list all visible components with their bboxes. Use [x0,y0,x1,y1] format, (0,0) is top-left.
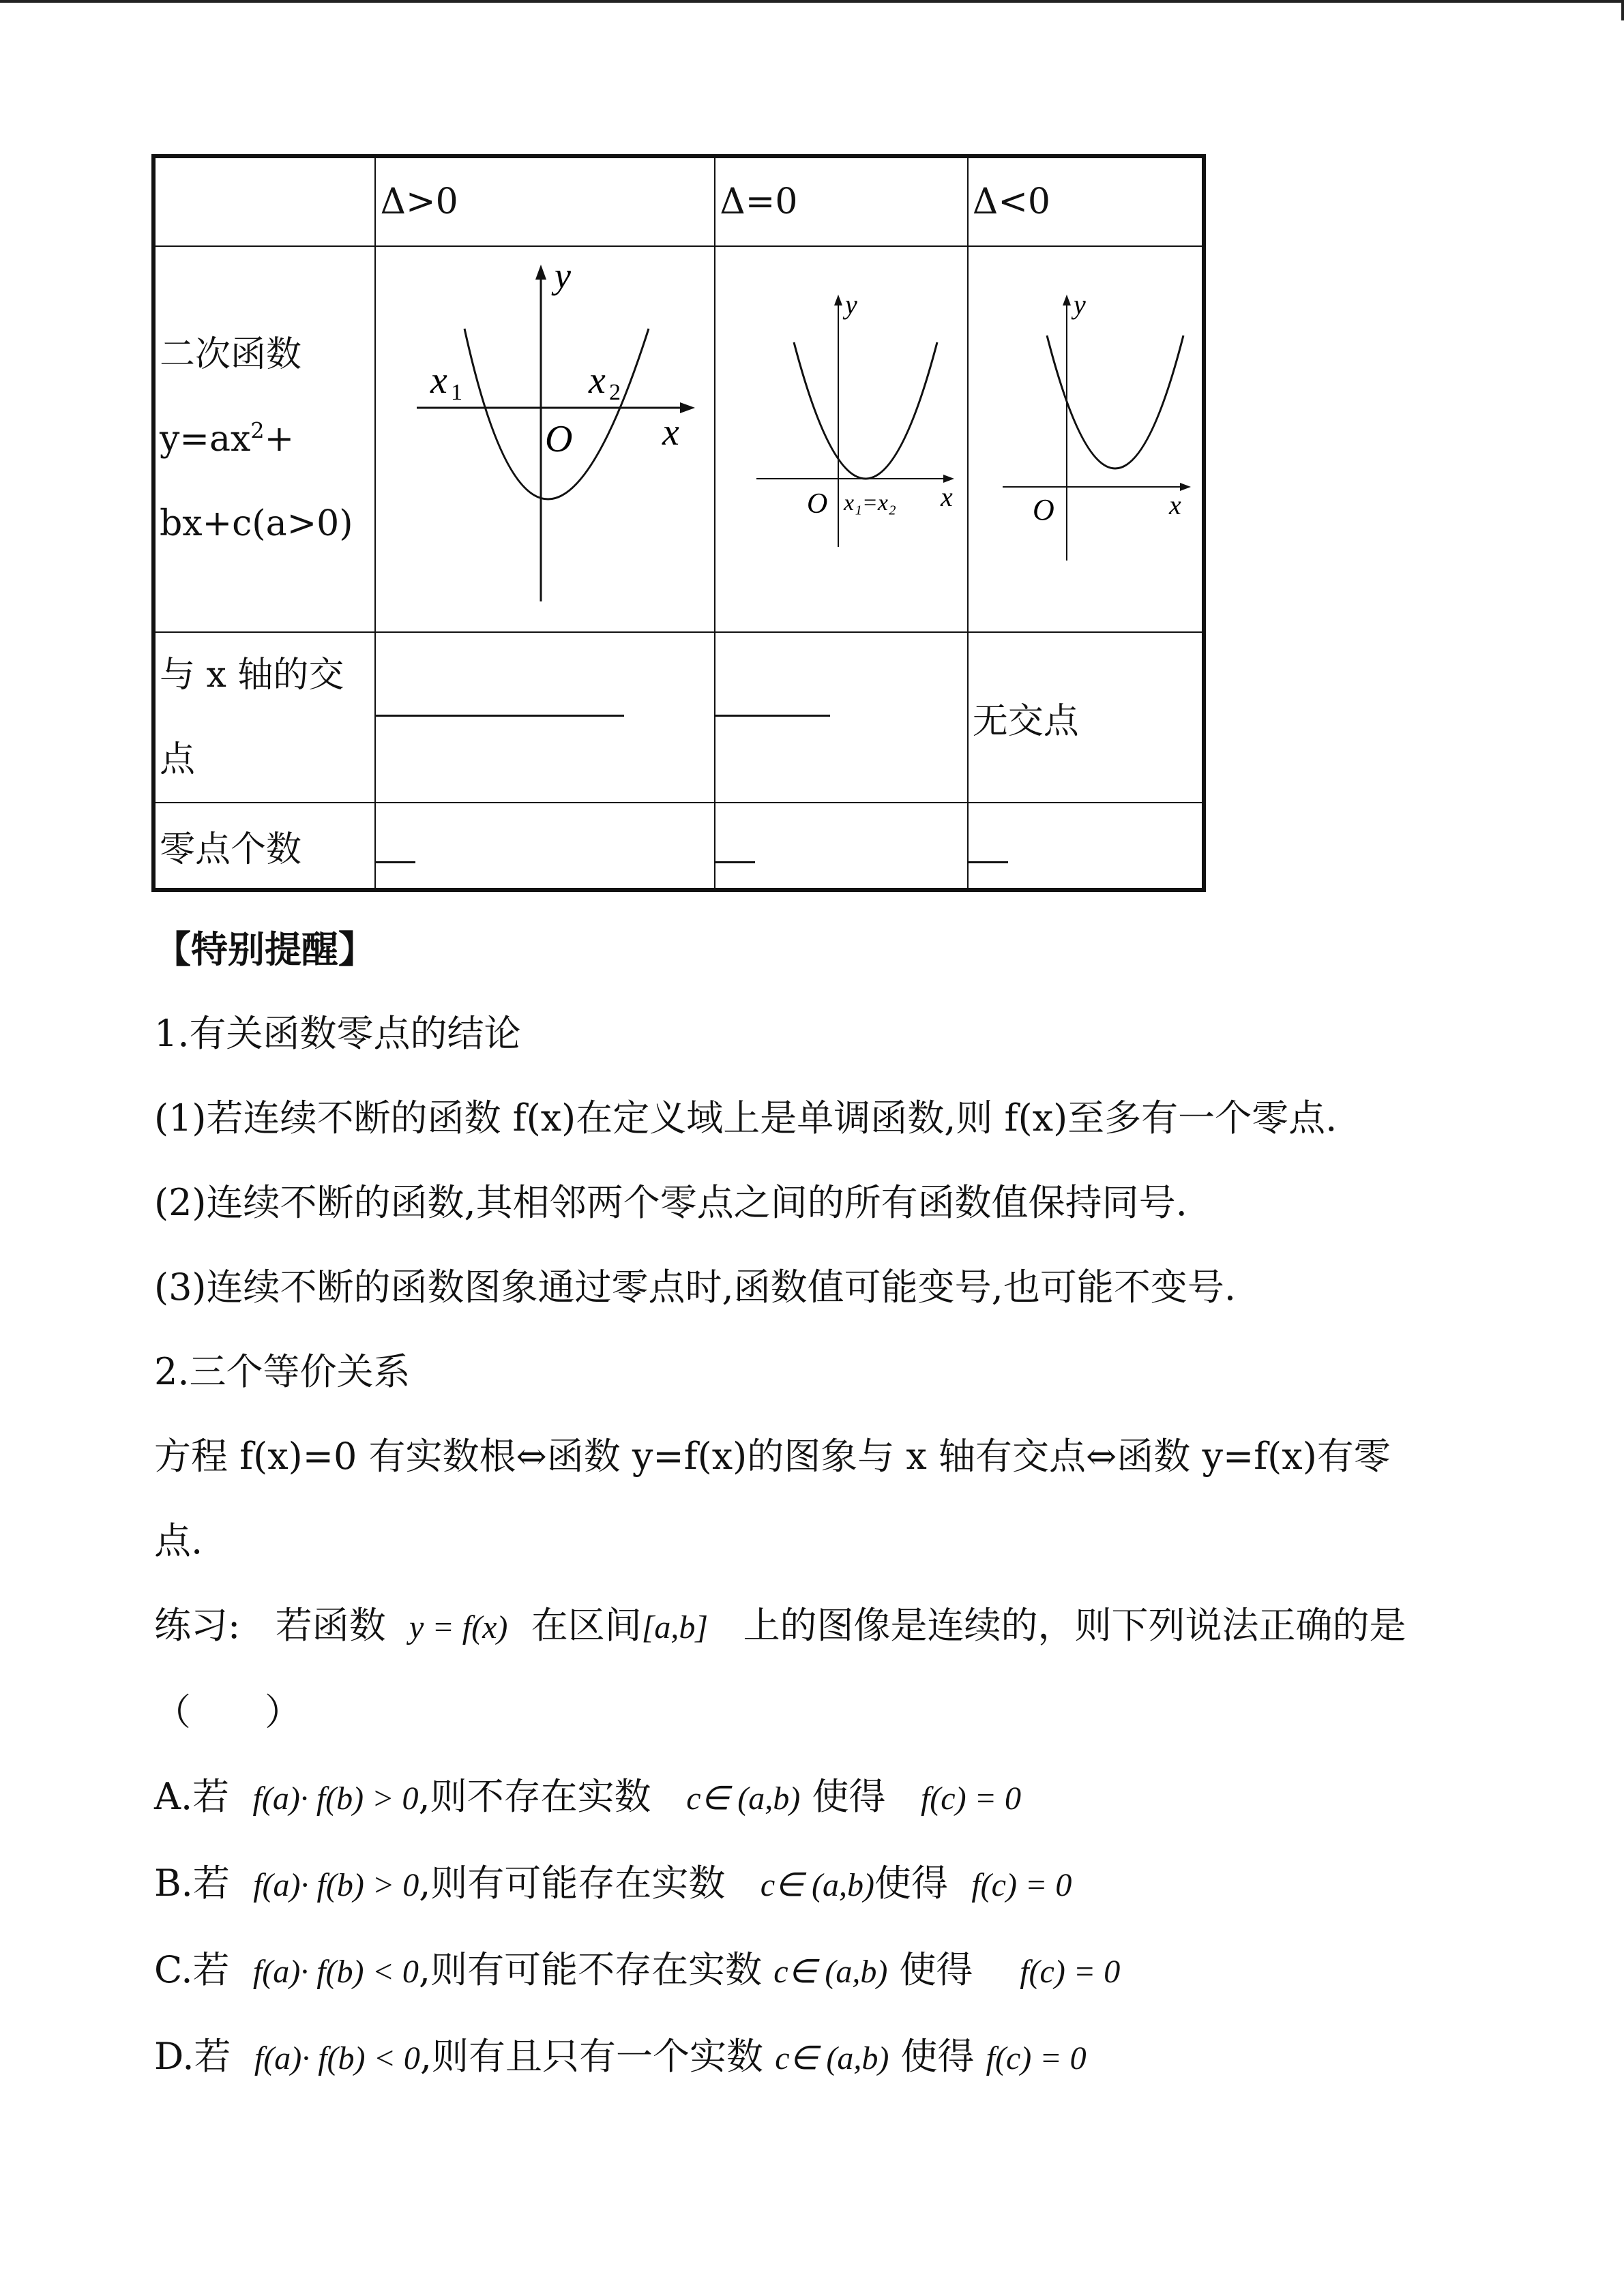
exercise-question [154,1583,1511,1670]
document-body [154,907,1511,2101]
parabola-no-root-graph [969,247,1200,633]
root-x2-subscript: 2 [609,380,621,405]
point2-text-line2: 点. [154,1519,203,1562]
intersections-label-line1: 与 x 轴的交 [160,655,344,696]
exercise-answer-paren: （ ） [154,1690,301,1733]
answer-blank[interactable] [715,861,755,863]
option-result-math: f(c) = 0 [1020,1954,1121,1990]
option-d[interactable] [154,2014,1511,2101]
y-label: y [555,255,572,296]
option-condition-math: f(a)· f(b) < 0 [254,2040,420,2076]
option-b[interactable] [154,1841,1511,1928]
option-c-math: c∈ (a,b) [775,2040,889,2076]
row-label-zero-count: 零点个数 [153,803,375,890]
x-label: x [1168,490,1181,520]
option-c-math: c∈ (a,b) [773,1954,888,1990]
option-text: 使得 [899,1948,973,1991]
option-letter: D.若 [154,2035,231,2078]
origin-label: O [807,488,828,520]
label-formula-exponent: 2 [250,417,265,444]
exercise-text: 若函数 [275,1604,386,1647]
exercise-lead: 练习: [154,1604,241,1647]
page-top-border [0,0,1624,3]
point2-text-line1: 方程 f(x)=0 有实数根⇔函数 y=f(x)的图象与 x 轴有交点⇔函数 y=f(x)有零 [154,1435,1391,1478]
root-x1-label: x [430,359,448,402]
table-header-row [153,156,1204,246]
page-right-border [1621,0,1624,20]
option-c-math: c∈ (a,b) [686,1780,801,1817]
option-result-math: f(c) = 0 [986,2040,1087,2076]
option-text: 使得 [874,1862,948,1905]
x-axis-arrow [1180,483,1191,491]
option-text: 使得 [812,1775,886,1818]
zero-count-blank-delta-negative [968,803,1204,890]
option-letter: A.若 [154,1775,230,1818]
point2-title: 2.三个等价关系 [154,1350,411,1393]
row-label-intersections [153,632,375,803]
header-delta-positive: Δ>0 [375,156,715,246]
option-letter: C.若 [154,1948,230,1991]
graph-cell-delta-zero [715,246,968,632]
parabola-double-root-graph [715,247,965,633]
x-label: x [662,411,680,453]
label-quadratic: 二次函数 [160,334,302,375]
intersections-blank-delta-zero [715,632,968,803]
answer-blank[interactable] [376,715,624,717]
exercise-function-math: y = f(x) [409,1609,508,1645]
option-text: ,则有且只有一个实数 [419,2035,764,2078]
label-formula-plus: + [264,419,295,460]
intersections-delta-negative: 无交点 [968,632,1204,803]
parabola-curve [464,329,649,499]
x-axis-arrow [680,402,695,413]
label-formula-part1: y=ax [160,419,251,460]
label-formula-part2: bx+c(a>0) [160,503,353,544]
header-delta-negative: Δ<0 [968,156,1204,246]
exercise-text: 在区间 [531,1604,642,1647]
y-label: y [1073,289,1086,320]
option-c-math: c∈ (a,b) [760,1867,874,1903]
y-axis-arrow [535,265,546,280]
exercise-text: 上的图像是连续的，则下列说法正确的是 [743,1604,1406,1647]
root-x1-subscript: 1 [451,380,463,405]
y-label: y [845,289,857,320]
root-x2-label: x [589,359,606,402]
parabola-curve [794,342,937,479]
option-letter: B.若 [154,1862,230,1905]
option-result-math: f(c) = 0 [920,1780,1021,1817]
header-delta-zero: Δ=0 [715,156,968,246]
option-condition-math: f(a)· f(b) > 0 [253,1867,419,1903]
option-a[interactable] [154,1755,1511,1841]
graph-cell-delta-positive [375,246,715,632]
zero-point-table [151,154,1206,892]
option-text: ,则有可能不存在实数 [418,1948,763,1991]
table-row-zero-count [153,803,1204,890]
option-text: ,则不存在实数 [418,1775,651,1818]
graph-cell-delta-negative [968,246,1204,632]
option-c[interactable] [154,1928,1511,2014]
zero-count-blank-delta-zero [715,803,968,890]
option-text: ,则有可能存在实数 [419,1862,726,1905]
zero-count-blank-delta-positive [375,803,715,890]
exercise-interval-math: [a,b] [641,1609,709,1645]
point1-item: (3)连续不断的函数图象通过零点时,函数值可能变号,也可能不变号. [154,1266,1236,1309]
option-condition-math: f(a)· f(b) < 0 [252,1954,419,1990]
table-row-function [153,246,1204,632]
y-axis-arrow [834,295,842,305]
row-label-function [153,246,375,632]
double-root-label: x₁=x₂ [844,490,896,516]
x-label: x [941,481,953,512]
point1-item: (1)若连续不断的函数 f(x)在定义域上是单调函数,则 f(x)至多有一个零点. [154,1097,1338,1139]
point1-title: 1.有关函数零点的结论 [154,1012,521,1055]
answer-blank[interactable] [969,861,1008,863]
intersections-blank-delta-positive [375,632,715,803]
table-row-intersections [153,632,1204,803]
intersections-label-line2: 点 [160,739,196,780]
header-empty [153,156,375,246]
option-text: 使得 [900,2035,975,2078]
answer-blank[interactable] [376,861,415,863]
origin-label: O [1032,493,1054,526]
reminder-heading: 【特别提醒】 [154,927,375,971]
origin-label: O [545,418,573,460]
answer-blank[interactable] [715,715,830,717]
option-result-math: f(c) = 0 [971,1867,1072,1903]
y-axis-arrow [1063,295,1071,305]
option-condition-math: f(a)· f(b) > 0 [252,1780,419,1817]
parabola-two-roots-graph [376,247,711,633]
point1-item: (2)连续不断的函数,其相邻两个零点之间的所有函数值保持同号. [154,1181,1187,1224]
